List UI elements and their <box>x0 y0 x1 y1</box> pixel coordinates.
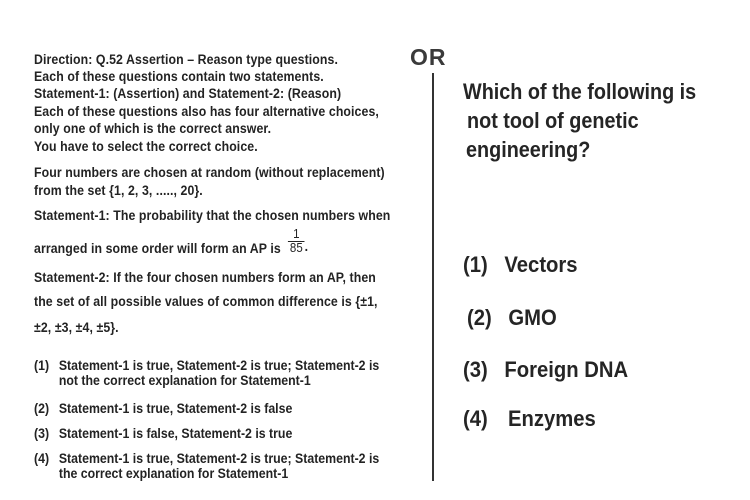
option-number: (3) <box>463 357 488 382</box>
left-option-1[interactable] <box>34 358 380 388</box>
option-text: Enzymes <box>508 406 596 431</box>
instruction-line: Each of these questions also has four alternative choices, <box>34 104 379 119</box>
statement-1-line-with-fraction <box>34 228 308 255</box>
question-line: Four numbers are chosen at random (without replacement) <box>34 165 385 180</box>
option-number: (2) <box>467 305 492 330</box>
statement-2-line: Statement-2: If the four chosen numbers form an AP, then <box>34 270 376 285</box>
question-line: from the set {1, 2, 3, ....., 20}. <box>34 183 203 198</box>
instruction-line: Statement-1: (Assertion) and Statement-2: (Reason) <box>34 86 342 101</box>
option-number: (2) <box>34 401 50 416</box>
option-text: GMO <box>508 305 557 330</box>
fraction-numerator: 1 <box>293 227 300 241</box>
instruction-line: only one of which is the correct answer. <box>34 121 272 136</box>
option-number: (1) <box>34 358 50 373</box>
option-text: Vectors <box>504 252 578 277</box>
direction-line: Direction: Q.52 Assertion – Reason type questions. <box>34 52 338 67</box>
instruction-line: You have to select the correct choice. <box>34 139 258 154</box>
right-option-3[interactable] <box>463 357 628 383</box>
right-option-1[interactable] <box>463 252 578 278</box>
statement-2-line: ±2, ±3, ±4, ±5}. <box>34 320 119 335</box>
question-line: Which of the following is <box>463 79 697 104</box>
option-number: (3) <box>34 426 50 441</box>
probability-fraction <box>288 228 305 255</box>
option-text: Statement-1 is true, Statement-2 is true; Statement-2 is <box>58 358 380 373</box>
option-text-continuation: the correct explanation for Statement-1 <box>58 466 289 481</box>
statement-1-line: Statement-1: The probability that the chosen numbers when <box>34 208 391 223</box>
option-text: Statement-1 is true, Statement-2 is false <box>58 401 293 416</box>
vertical-divider <box>432 73 434 481</box>
option-text: Statement-1 is true, Statement-2 is true; Statement-2 is <box>58 451 380 466</box>
fraction-period: . <box>304 239 309 255</box>
right-option-4[interactable] <box>463 406 596 432</box>
statement-2-line: the set of all possible values of common difference is {±1, <box>34 294 378 309</box>
option-text-continuation: not the correct explanation for Statement-1 <box>58 373 311 388</box>
option-text: Foreign DNA <box>504 357 629 382</box>
option-number: (4) <box>34 451 50 466</box>
instruction-line: Each of these questions contain two statements. <box>34 69 324 84</box>
question-line: not tool of genetic <box>467 108 639 133</box>
option-number: (1) <box>463 252 488 277</box>
statement-1-text: arranged in some order will form an AP is <box>34 241 281 257</box>
or-separator-label: OR <box>410 44 447 70</box>
left-option-3[interactable] <box>34 426 292 441</box>
option-number: (4) <box>463 406 488 431</box>
fraction-denominator: 85 <box>289 241 303 255</box>
left-option-4[interactable] <box>34 451 380 481</box>
right-option-2[interactable] <box>467 305 557 331</box>
left-option-2[interactable] <box>34 401 292 416</box>
question-line: engineering? <box>466 137 591 162</box>
option-text: Statement-1 is false, Statement-2 is true <box>58 426 293 441</box>
